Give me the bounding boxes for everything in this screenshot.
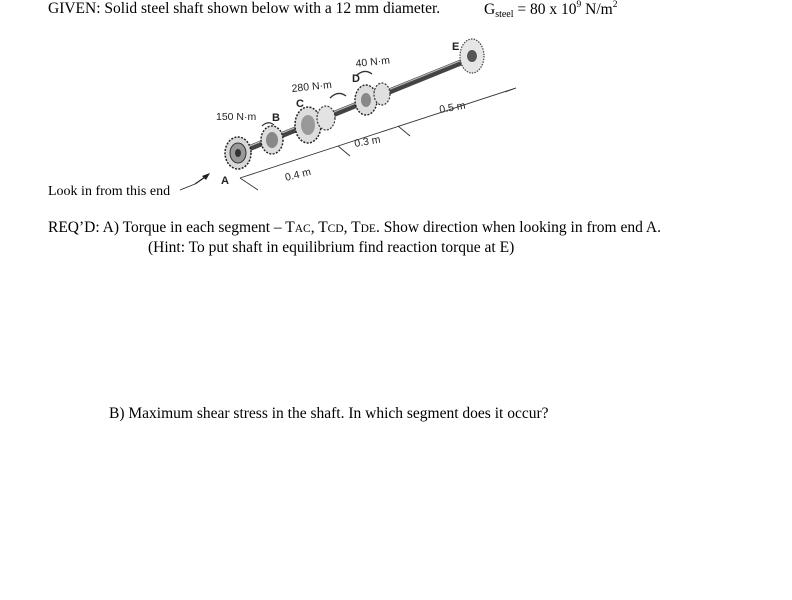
g-unit-exponent: 2 — [612, 0, 618, 10]
torque-label-a: 150 N·m — [216, 111, 257, 123]
gear-c — [295, 106, 335, 143]
point-label-c: C — [296, 98, 304, 110]
g-equals: = 80 x 10 — [513, 1, 577, 18]
length-label-2: 0.3 m — [353, 133, 382, 150]
torque-sub-ac: AC — [294, 223, 311, 235]
g-unit: N/m — [581, 1, 613, 18]
reqd-prefix: REQ’D: A) Torque in each segment – T — [48, 219, 295, 236]
torque-label-d: 40 N·m — [355, 54, 391, 70]
hint-text: (Hint: To put shaft in equilibrium find reaction torque at E) — [148, 239, 515, 256]
reqd-suffix: . Show direction when looking in from end A. — [375, 219, 661, 236]
gear-d — [355, 83, 390, 115]
point-label-d: D — [352, 73, 360, 85]
torque-arrow-c — [330, 93, 346, 98]
torque-sub-cd: CD — [327, 223, 344, 235]
gear-b — [261, 126, 283, 154]
required-part-a: REQ’D: A) Torque in each segment – TAC, TCD, TDE. Show direction when looking in from end A. — [48, 219, 661, 236]
point-label-b: B — [272, 112, 280, 124]
point-label-a: A — [221, 175, 229, 187]
look-in-caption: Look in from this end — [48, 184, 171, 199]
g-symbol: G — [484, 1, 496, 18]
gear-a — [225, 137, 251, 169]
torque-sub-de: DE — [360, 223, 376, 235]
g-subscript: steel — [495, 9, 514, 20]
length-label-3: 0.5 m — [438, 99, 467, 116]
given-statement: GIVEN: Solid steel shaft shown below with a 12 mm diameter. — [48, 0, 441, 17]
point-label-e: E — [452, 41, 460, 53]
required-part-b: B) Maximum shear stress in the shaft. In which segment does it occur? — [109, 405, 549, 422]
fixed-support-e — [460, 39, 484, 73]
torque-label-c: 280 N·m — [291, 78, 333, 95]
g-exponent: 9 — [576, 0, 582, 10]
length-label-1: 0.4 m — [283, 165, 313, 184]
